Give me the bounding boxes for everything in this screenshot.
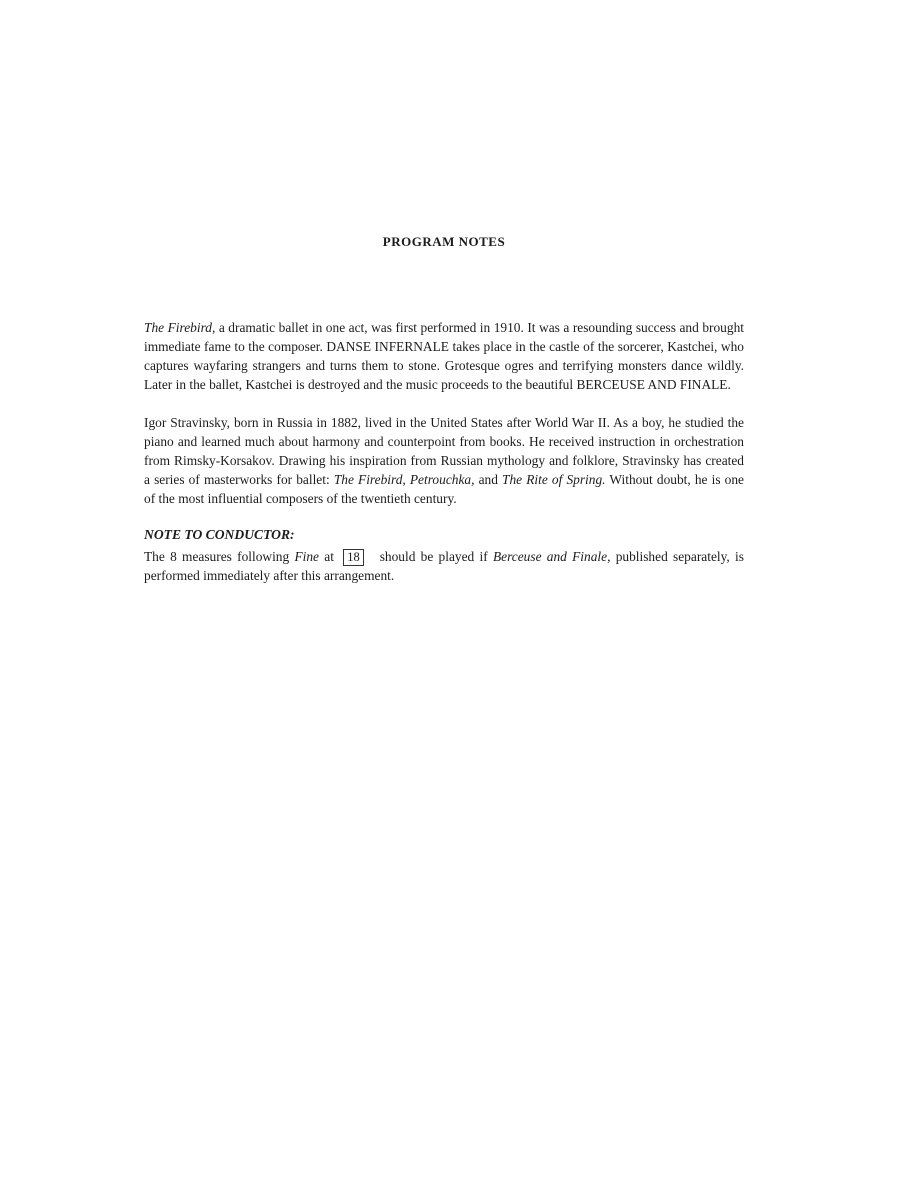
conductor-note-text-3: published separately, is performed immediately after this arrangement. [144, 549, 744, 583]
paragraph-stravinsky [144, 413, 744, 508]
conductor-note-text-2: should be played if [379, 549, 493, 564]
conductor-note-text [144, 547, 744, 585]
conductor-note-at: at [319, 549, 340, 564]
page-title: PROGRAM NOTES [382, 234, 506, 249]
work-title-firebird: The Firebird [144, 320, 212, 335]
program-notes-body [144, 318, 744, 585]
work-titles-firebird-petrouchka: The Firebird, Petrouchka, [333, 472, 475, 487]
paragraph-firebird [144, 318, 744, 394]
fine-term: Fine [294, 549, 319, 564]
rehearsal-number-box: 18 [343, 549, 364, 566]
berceuse-finale-title: Berceuse and Finale, [492, 549, 611, 564]
conductor-note-heading: NOTE TO CONDUCTOR: [144, 527, 295, 542]
paragraph-stravinsky-closing: Without doubt, he is one of the most influential composers of the twentieth century. [144, 472, 744, 506]
work-title-rite-of-spring: The Rite of Spring. [502, 472, 606, 487]
conjunction-and: and [474, 472, 503, 487]
paragraph-firebird-text: , a dramatic ballet in one act, was first performed in 1910. It was a resounding success and brought immediate fame to the composer. DANSE INFERNALE takes place in the castle of the sorcerer, Kastchei, who captures wayfaring strangers and turns them to stone. Grotesque ogres and terrifying monsters dance wildly. Later in the ballet, Kastchei is destroyed and the music proceeds to the beautiful BERCEUSE AND FINALE. [144, 320, 744, 392]
conductor-note-text-1: The 8 measures following [144, 549, 295, 564]
paragraph-stravinsky-text: Igor Stravinsky, born in Russia in 1882, lived in the United States after World War II. As a boy, he studied the piano and learned much about harmony and counterpoint from books. He received instruction in orchestration from Rimsky-Korsakov. Drawing his inspiration from Russian mythology and folklore, Stravinsky has created a series of masterworks for ballet: [144, 415, 744, 487]
